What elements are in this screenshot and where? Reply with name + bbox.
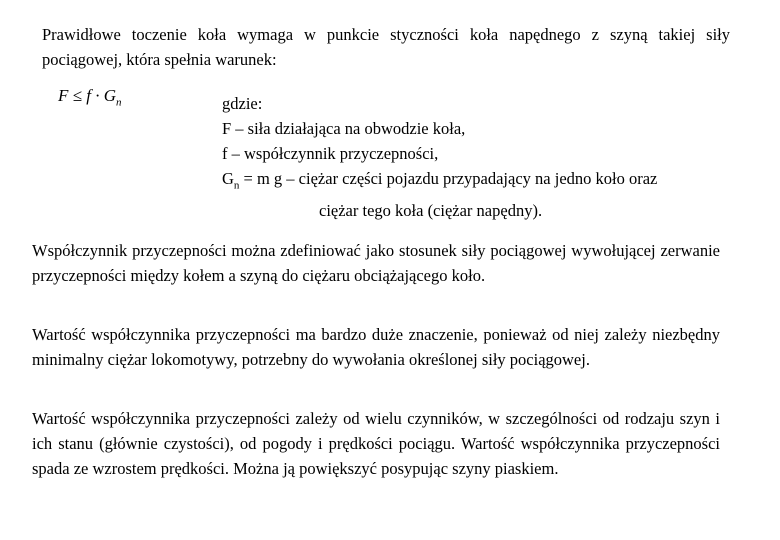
adhesion-condition-formula xyxy=(58,86,122,108)
formula-lhs: F xyxy=(58,86,69,105)
paragraph-importance: Wartość współczynnika przyczepności ma bardzo duże znaczenie, ponieważ od niej zależy niezbędny minimalny ciężar lokomotywy, potrzebny do wywołania określonej siły pociągowej. xyxy=(32,325,720,369)
definition-force: F – siła działająca na obwodzie koła, xyxy=(222,119,466,138)
definition-weight-continuation: ciężar tego koła (ciężar napędny). xyxy=(319,201,543,221)
definitions-list xyxy=(222,91,767,223)
paragraph-factors: Wartość współczynnika przyczepności zależy od wielu czynników, w szczególności od rodzaju szyn i ich stanu (głównie czystości), od pogody i prędkości pociągu. Wartość współczynnika przyczepności spada ze wzrostem prędkości. Można ją powiększyć posypując szyny piaskiem. xyxy=(32,409,720,478)
intro-paragraph: Prawidłowe toczenie koła wymaga w punkcie styczności koła napędnego z szyną takiej siły pociągowej, która spełnia warunek: xyxy=(42,25,730,69)
formula-operator: ≤ xyxy=(72,86,82,105)
formula-weight: $G_n$ xyxy=(103,86,122,109)
paragraph-definition: Współczynnik przyczepności można zdefiniować jako stosunek siły pociągowej wywołującej zerwanie przyczepności między kołem a szyną do ciężaru obciążającego koło. xyxy=(32,241,720,285)
formula-coefficient: f xyxy=(86,86,91,105)
definition-weight: $G_n = m$ g – ciężar części pojazdu przypadający na jedno koło oraz xyxy=(222,169,658,192)
definition-weight-subscript: n xyxy=(233,179,240,192)
formula-dot: · xyxy=(95,86,100,105)
formula-weight-subscript: n xyxy=(116,96,122,109)
definition-coefficient: f – współczynnik przyczepności, xyxy=(222,144,439,163)
definitions-intro: gdzie: xyxy=(222,94,263,113)
